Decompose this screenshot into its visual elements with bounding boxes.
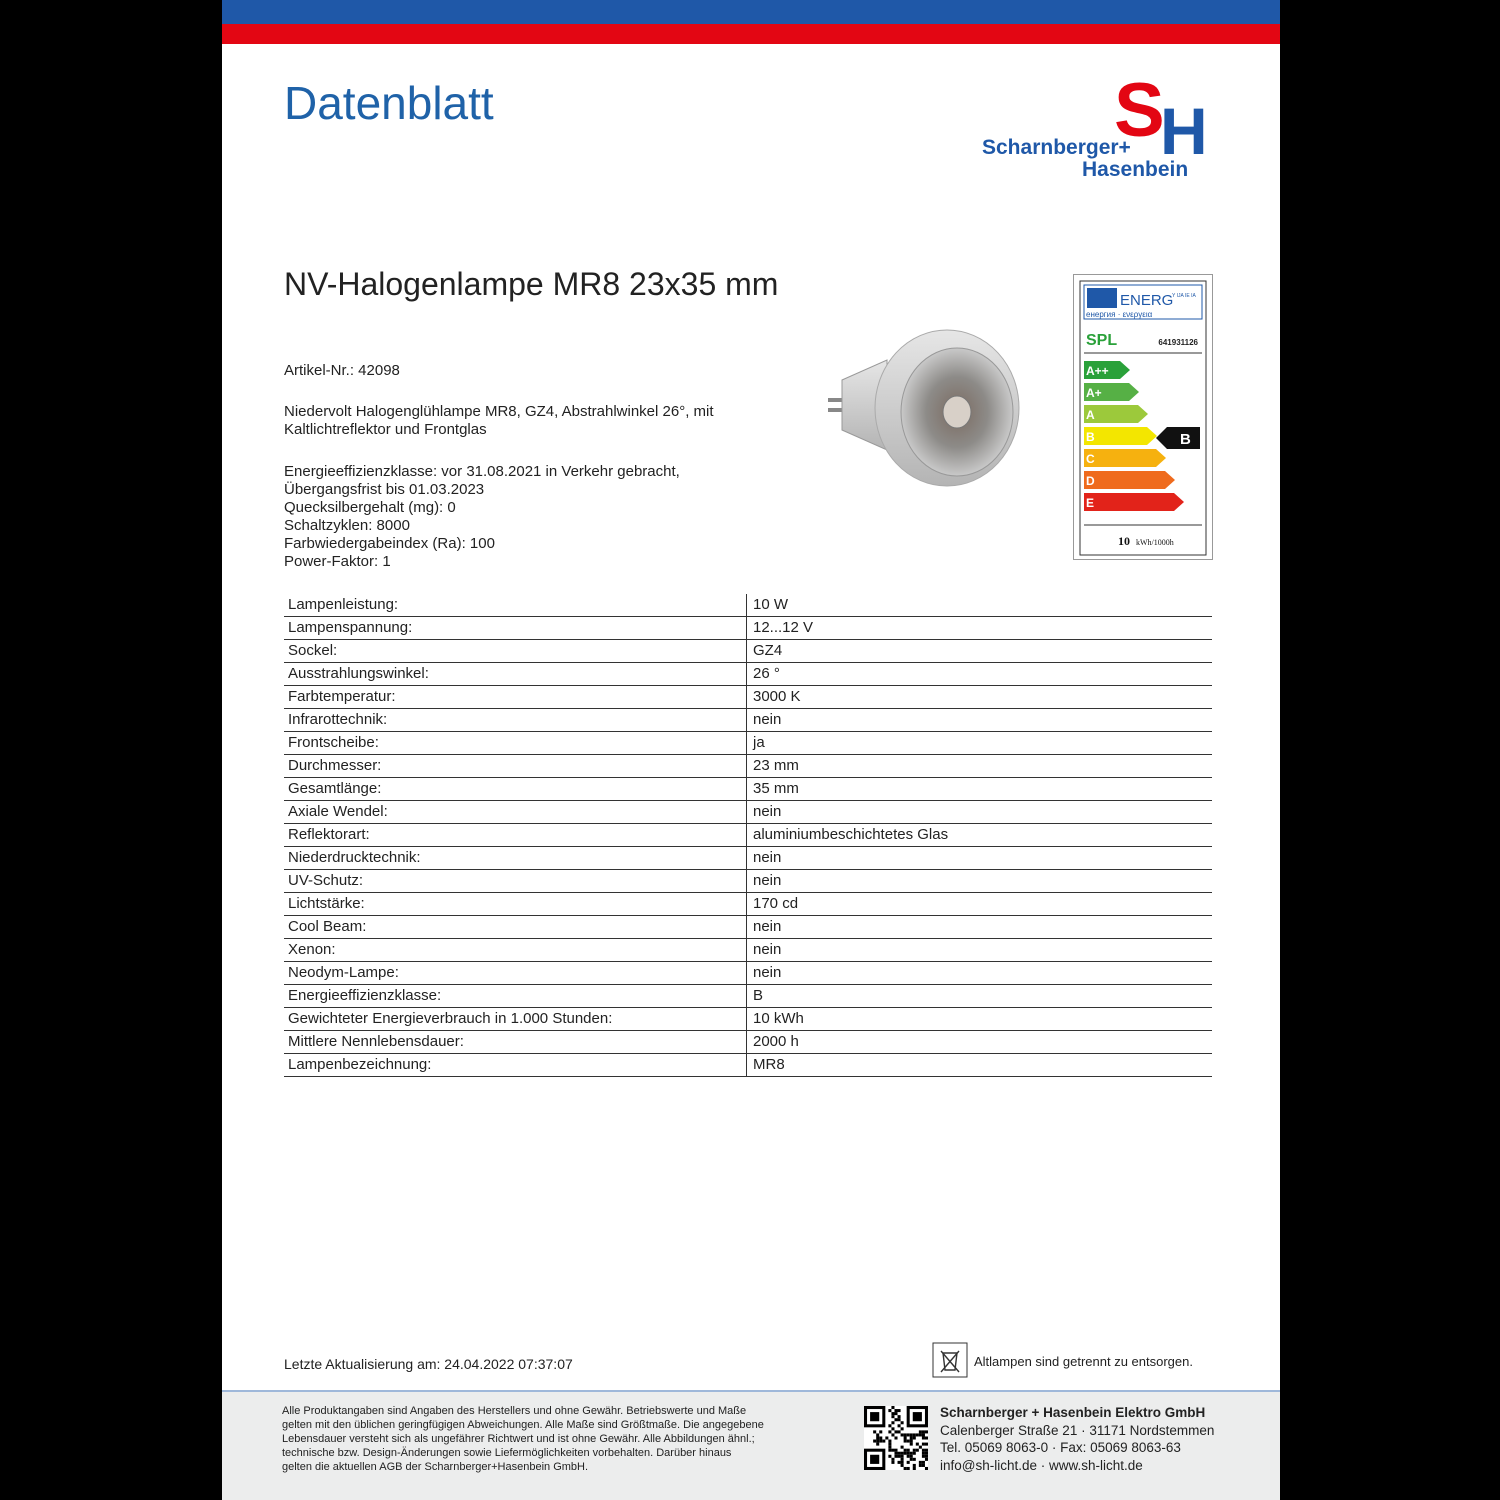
spec-row [284,916,1212,939]
spec-key: Ausstrahlungswinkel: [284,663,747,686]
spec-value: nein [747,916,1213,939]
spec-row [284,617,1212,640]
energy-info-line: Übergangsfrist bis 01.03.2023 [284,481,485,498]
lamp-pin [828,408,842,412]
logo-h-glyph: H [1160,94,1208,168]
disclaimer-line: technische bzw. Design-Änderungen sowie Liefermöglichkeiten vorbehalten. Darüber hinaus [282,1447,732,1459]
spec-key: Lampenleistung: [284,594,747,617]
spec-key: Axiale Wendel: [284,801,747,824]
spec-row [284,847,1212,870]
footer-disclaimer [282,1404,832,1474]
spec-value: nein [747,847,1213,870]
label-consumption-unit: kWh/1000h [1136,538,1174,547]
spec-row [284,1008,1212,1031]
weee-bin-icon [932,1342,968,1378]
spec-key: Lampenspannung: [284,617,747,640]
logo-text-line2: Hasenbein [1082,158,1189,181]
energy-info [284,463,764,571]
spec-value: B [747,985,1213,1008]
logo-text-line1: Scharnberger+ [982,136,1131,159]
energy-label [1073,274,1213,560]
spec-row [284,755,1212,778]
spec-value: nein [747,801,1213,824]
spec-value: GZ4 [747,640,1213,663]
header-band-blue [222,0,1280,24]
company-address: Calenberger Straße 21 · 31171 Nordstemmen [940,1422,1215,1438]
spec-key: Sockel: [284,640,747,663]
label-class-letter: E [1086,496,1095,510]
spec-key: Energieeffizienzklasse: [284,985,747,1008]
spec-value: 10 W [747,594,1213,617]
energy-info-line: Farbwiedergabeindex (Ra): 100 [284,535,495,552]
spec-value: nein [747,962,1213,985]
spec-row [284,709,1212,732]
spec-value: nein [747,870,1213,893]
label-header: ENERG [1120,292,1174,309]
spec-table [284,594,1212,1077]
energy-info-line: Schaltzyklen: 8000 [284,517,410,534]
spec-key: Lichtstärke: [284,893,747,916]
label-class-letter: A+ [1086,386,1102,400]
footer [222,1390,1280,1500]
spec-key: Neodym-Lampe: [284,962,747,985]
company-name: Scharnberger + Hasenbein Elektro GmbH [940,1405,1206,1420]
spec-key: Durchmesser: [284,755,747,778]
label-class-arrow [1084,471,1175,489]
disclaimer-line: gelten die aktuellen AGB der Scharnberger+Hasenbein GmbH. [282,1461,589,1473]
article-number: Artikel-Nr.: 42098 [284,362,400,379]
spec-key: Cool Beam: [284,916,747,939]
eu-flag-icon [1087,288,1117,308]
label-class-letter: D [1086,474,1095,488]
spec-row [284,663,1212,686]
spec-key: Lampenbezeichnung: [284,1054,747,1077]
company-block [940,1404,1214,1474]
disclaimer-line: gelten mit den üblichen geringfügigen Abweichungen. Alle Maße sind Größtmaße. Die angegebene [282,1419,764,1431]
spec-key: Infrarottechnik: [284,709,747,732]
spec-value: 10 kWh [747,1008,1213,1031]
company-phone: Tel. 05069 8063-0 · Fax: 05069 8063-63 [940,1440,1181,1455]
spec-row [284,870,1212,893]
spec-row [284,962,1212,985]
spec-value: 26 ° [747,663,1213,686]
spec-value: nein [747,939,1213,962]
spec-row [284,732,1212,755]
spec-value: 170 cd [747,893,1213,916]
company-logo [974,66,1224,186]
spec-key: Farbtemperatur: [284,686,747,709]
spec-key: Reflektorart: [284,824,747,847]
spec-key: Gewichteter Energieverbrauch in 1.000 Stunden: [284,1008,747,1031]
logo-s-glyph: S [1114,68,1165,153]
product-description: Niedervolt Halogenglühlampe MR8, GZ4, Abstrahlwinkel 26°, mit Kaltlichtreflektor und Frontglas [284,403,714,438]
label-subtitle: енергия · ενεργεια [1086,310,1153,319]
spec-row [284,1054,1212,1077]
spec-row [284,893,1212,916]
spec-row [284,640,1212,663]
product-title: NV-Halogenlampe MR8 23x35 mm [284,266,779,302]
spec-row [284,1031,1212,1054]
datasheet-page [222,0,1280,1500]
label-rating-arrow [1156,427,1200,449]
spec-value: 2000 h [747,1031,1213,1054]
product-image-lamp [812,320,1022,490]
energy-info-line: Power-Faktor: 1 [284,553,391,570]
spec-row [284,801,1212,824]
disclaimer-line: Alle Produktangaben sind Angaben des Herstellers und ohne Gewähr. Betriebswerte und Maße [282,1405,747,1417]
disclaimer-line: Lebensdauer versteht sich als ungefährer Richtwert und ist ohne Gewähr. Alle Abbildungen ähnl.; [282,1433,755,1445]
label-class-letter: C [1086,452,1095,466]
energy-info-line: Quecksilbergehalt (mg): 0 [284,499,456,516]
spec-key: Gesamtlänge: [284,778,747,801]
spec-key: UV-Schutz: [284,870,747,893]
spec-key: Mittlere Nennlebensdauer: [284,1031,747,1054]
spec-value: ja [747,732,1213,755]
label-class-letter: B [1086,430,1095,444]
label-rating: B [1180,431,1191,448]
qr-code-icon[interactable] [864,1406,928,1470]
spec-row [284,778,1212,801]
label-class-arrow [1084,449,1166,467]
document-title: Datenblatt [284,77,494,129]
energy-info-line: Energieeffizienzklasse: vor 31.08.2021 in Verkehr gebracht, [284,463,680,480]
label-model: 641931126 [1158,338,1198,347]
header-band-red [222,24,1280,44]
spec-value: 12...12 V [747,617,1213,640]
spec-key: Niederdrucktechnik: [284,847,747,870]
spec-row [284,939,1212,962]
label-consumption-value: 10 [1118,534,1130,548]
label-supplier: SPL [1086,332,1118,349]
lamp-pin [828,398,842,402]
label-class-letter: A [1086,408,1095,422]
label-class-arrow [1084,493,1184,511]
spec-row [284,824,1212,847]
disposal-note: Altlampen sind getrennt zu entsorgen. [974,1354,1193,1369]
spec-key: Frontscheibe: [284,732,747,755]
lamp-filament [943,396,971,428]
spec-row [284,686,1212,709]
spec-value: 35 mm [747,778,1213,801]
company-web-link[interactable]: info@sh-licht.de · www.sh-licht.de [940,1457,1143,1473]
label-class-arrow [1084,427,1157,445]
label-class-letter: A++ [1086,364,1109,378]
label-header-suffix: Y IJA IE IA [1172,293,1196,299]
spec-row [284,985,1212,1008]
spec-value: aluminiumbeschichtetes Glas [747,824,1213,847]
spec-key: Xenon: [284,939,747,962]
spec-row [284,594,1212,617]
last-update: Letzte Aktualisierung am: 24.04.2022 07:37:07 [284,1356,573,1372]
spec-value: 23 mm [747,755,1213,778]
spec-value: nein [747,709,1213,732]
spec-value: 3000 K [747,686,1213,709]
spec-value: MR8 [747,1054,1213,1077]
